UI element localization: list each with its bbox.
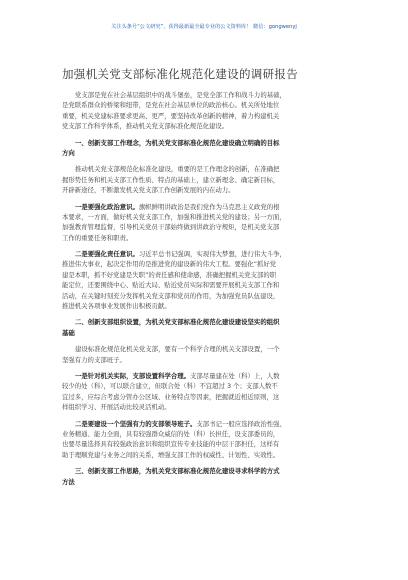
line-text: 握形势任务和机关支部工作性质、特点的基础上，建立新理念、确定新目标， xyxy=(62,175,280,184)
text-line xyxy=(62,212,346,222)
line-text: 三、创新支部工作思路，为机关党支部标准化规范化建设寻求科学的方式 xyxy=(75,467,280,476)
text-line xyxy=(62,429,346,439)
text-line xyxy=(62,439,346,449)
lead-phrase: 二是要建设一个坚强有力的支部领导班子。 xyxy=(75,419,197,428)
line-text: 推动机关党支部规范化标准化建设，重要的是工作理念的创新，在准确把 xyxy=(75,165,280,174)
heading-line xyxy=(62,466,346,476)
line-text: 推进机关各项事业发展作出积极贡献。 xyxy=(62,302,171,311)
line-text: 二、创新支部组织设置，为机关党支部标准化规范化建设建设坚实的组织 xyxy=(75,318,280,327)
heading-line xyxy=(62,477,346,487)
paragraph xyxy=(62,371,346,413)
paragraph xyxy=(62,344,346,365)
line-text: 业务精通、能力全面，具有较强群众威信的处（科）长担任，设支部委员的， xyxy=(62,429,280,438)
line-text: 宜过多，应综合考虑分管办公区域、业务特点等因素，把握就近相近原则，这 xyxy=(62,392,280,401)
line-text: 支部尽量建在处（科）上，人数 xyxy=(190,371,280,380)
text-line xyxy=(62,280,346,290)
line-text: 旗帜鲜明讲政治是我们党作为马克思主义政党的根 xyxy=(138,202,280,211)
text-line xyxy=(62,90,346,100)
text-line xyxy=(62,233,346,243)
text-line xyxy=(62,111,346,121)
paragraph xyxy=(62,90,346,132)
line-text: 基础 xyxy=(62,328,75,337)
paragraph xyxy=(62,202,346,244)
text-line xyxy=(62,355,346,365)
text-line xyxy=(62,291,346,301)
text-line xyxy=(62,301,346,311)
paragraph xyxy=(62,249,346,311)
text-line xyxy=(62,121,346,131)
line-text: 工作的重要任务和职责。 xyxy=(62,233,133,242)
heading-line xyxy=(62,328,346,338)
line-text: 是党联系群众的桥梁和纽带，是党在社会基层单位的政治核心。机关所处地位 xyxy=(62,101,280,110)
text-line xyxy=(62,249,346,259)
line-text: 本要求，一方面，做好机关党支部工作，加强和推进机关党的建设；另一方面， xyxy=(62,212,286,221)
text-line xyxy=(62,381,346,391)
section-heading xyxy=(62,317,346,338)
heading-line xyxy=(62,317,346,327)
heading-line xyxy=(62,148,346,158)
line-text: 也要尽量选择具有较强政治意识和组织宣传专业技能的中层干部担任，这样有 xyxy=(62,440,280,449)
text-line xyxy=(62,344,346,354)
text-line xyxy=(62,270,346,280)
text-line xyxy=(62,175,346,185)
text-line xyxy=(62,185,346,195)
page-title: 加强机关党支部标准化规范化建设的调研报告 xyxy=(62,67,298,81)
line-text: 能定位，还要围绕中心、贴近大局、贴近党员实际和需要开展机关支部工作和 xyxy=(62,281,280,290)
line-text: 建是本职，抓不好党建是失职”的责任感和使命感，准确把握机关党支部的职 xyxy=(62,270,277,279)
line-text: 样组织学习、开展活动比较灵活机动。 xyxy=(62,403,171,412)
line-text: 党支部工作科学体系，推动机关党支部标准化规范化建设。 xyxy=(62,122,229,131)
heading-line xyxy=(62,138,346,148)
text-line xyxy=(62,164,346,174)
text-line xyxy=(62,259,346,269)
line-text: 加强教育管理监督，引导机关党员干部始终做到讲政治守规矩，是机关党支部 xyxy=(62,223,280,232)
line-text: 方法 xyxy=(62,477,75,486)
line-text: 重要，机关党建标准要求更高、更严，要坚持改革创新的精神，着力构建机关 xyxy=(62,111,280,120)
line-text: 开辟新途径，不断激发机关党支部工作创新发展的内在动力。 xyxy=(62,186,235,195)
section-heading xyxy=(62,138,346,159)
text-line xyxy=(62,392,346,402)
line-text: 党支部是党在社会基层组织中的战斗堡垒，是党全部工作和战斗力的基础， xyxy=(75,91,286,99)
lead-phrase: 一是针对机关实际，支部设置科学合理。 xyxy=(75,371,191,380)
text-line xyxy=(62,222,346,232)
text-line xyxy=(62,419,346,429)
line-text: 坚强有力的支部班子。 xyxy=(62,355,126,364)
line-text: 建设标准化规范化机关党支部，要有一个科学合理的机关支部设置，一个 xyxy=(75,345,280,354)
text-line xyxy=(62,371,346,381)
section-heading xyxy=(62,466,346,487)
lead-phrase: 一是要强化政治意识。 xyxy=(75,202,139,211)
line-text: 较少的处（科），可以联合建立，但联合处（科）不宜超过 3 个；支部人数不 xyxy=(62,382,278,391)
line-text: 习近平总书记强调，实现伟大梦想，进行伟大斗争， xyxy=(138,250,286,259)
line-text: 一、创新支部工作理念，为机关党支部标准化规范化建设确立明确的目标 xyxy=(75,138,280,147)
line-text: 助于理顺党建与业务之间的关系，增强支部工作的权威性、计划性、实效性。 xyxy=(62,450,280,459)
promo-banner: 关注头条号“公文研究”，获得最新最全最专业的公文资料库！ 微信：gongwenyj xyxy=(111,24,297,30)
line-text: 活动，在关键时刻充分发挥机关党支部和党员的作用，为加强党员队伍建设， xyxy=(62,291,280,300)
line-text: 推进伟大事业，起决定作用的是推进党的建设新的伟大工程。要强化“抓好党 xyxy=(62,260,277,269)
paragraph xyxy=(62,164,346,195)
text-line xyxy=(62,402,346,412)
line-text: 方向 xyxy=(62,148,75,157)
document-body xyxy=(62,90,346,487)
paragraph xyxy=(62,419,346,461)
text-line xyxy=(62,202,346,212)
line-text: 支部书记一般应选择政治性强、 xyxy=(196,419,286,428)
text-line xyxy=(62,100,346,110)
lead-phrase: 二是要强化责任意识。 xyxy=(75,250,139,259)
text-line xyxy=(62,450,346,460)
